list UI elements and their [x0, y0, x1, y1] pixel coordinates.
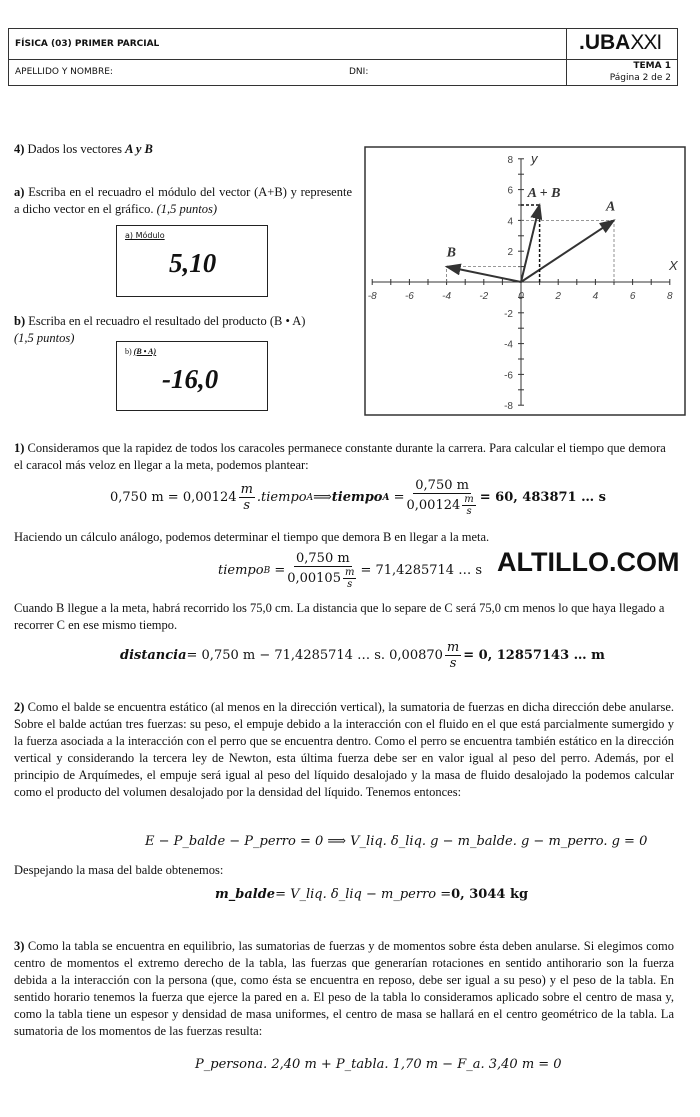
course-title: FÍSICA (03) PRIMER PARCIAL — [15, 39, 160, 49]
x-tick-label: -8 — [367, 291, 377, 302]
q4-title: 4) Dados los vectores A y B — [14, 142, 153, 156]
vector-a — [521, 220, 614, 282]
graph-frame — [365, 147, 685, 415]
modulo-answer: 5,10 — [169, 248, 217, 278]
s1-paragraph-1: 1) Consideramos que la rapidez de todos los caracoles permanece constante durante la carrera. Para calcular el tiempo que demora el caracol más veloz en llegar a la meta, podemos plantear: — [14, 441, 666, 472]
tema-label: TEMA 1 — [633, 61, 671, 71]
y-tick-label: 2 — [507, 247, 513, 259]
equation-tiempo-a: 0,750 m = 0,00124 $\frac{m}{s}$ .tiempo A ⟹ tiempo A = 0,750 m 0,00124 $\frac{m}{s}$ = 60, 483871 … s — [110, 478, 606, 517]
y-tick-label: -8 — [504, 401, 513, 413]
q4a-text: a) Escriba en el recuadro el módulo del vector (A+B) y represente a dicho vector en el gráfico. (1,5 puntos) — [14, 185, 353, 216]
answer-box-product — [116, 341, 268, 411]
y-tick-label: -4 — [504, 339, 513, 351]
y-tick-label: 4 — [507, 216, 513, 228]
box-label: b) (B • A) — [125, 347, 157, 356]
s3-paragraph-1: 3) Como la tabla se encuentra en equilibrio, las sumatorias de fuerzas y de momentos sobre ésta deben anularse. Si elegimos como centro de momentos el extremo derecho de la tabla, las fuerzas que generarían rotaciones en sentido antihorario son la fuerza debida a la interacción con la persona (que, como ésta se encuentra en reposo, debe ser igual a su peso) y el peso de la tabla. En sentido horario tenemos la fuerza que ejerce la pared en a. El peso de la tabla lo consideramos aplicado sobre el centro de masa y, como la tabla tiene un espesor y densidad de masa uniformes, el centro de masa se hallará en el centro geométrico de la tabla. La sumatoria de los momentos de las fuerzas resulta: — [14, 939, 674, 1038]
name-label: APELLIDO Y NOMBRE: — [15, 67, 113, 77]
x-tick-label: 8 — [667, 291, 673, 302]
uba-xxi-logo: .UBAXXI — [579, 31, 662, 54]
x-tick-label: 2 — [555, 291, 561, 302]
s2-paragraph-1: 2) Como el balde se encuentra estático (al menos en la dirección vertical), la sumatoria de fuerzas en dicha dirección debe anularse. Sobre el balde actúan tres fuerzas: su peso, el empuje debido a la interacción con el fluido en el que está parcialmente sumergido y la fuerza asociada a la interacción con el perro que se encuentra dentro. Como el perro se encuentra también estático en la dirección vertical y considerando la tercera ley de Newton, esta última fuerza debe ser en valor igual al peso del perro. Además, por el principio de Arquímedes, el empuje será igual al peso del líquido desalojado y la masa de fluido desalojado la podemos calcular como el producto del volumen desalojado por la densidad del líquido. Tenemos entonces: — [14, 700, 674, 799]
x-tick-label: 6 — [629, 291, 636, 302]
exam-header — [8, 28, 678, 86]
y-tick-label: -6 — [504, 370, 513, 382]
s1-paragraph-3: Cuando B llegue a la meta, habrá recorrido los 75,0 cm. La distancia que lo separe de C será 75,0 cm menos lo que haya llegado a recorrer C en ese mismo tiempo. — [14, 601, 665, 632]
equation-tiempo-b: tiempo B = 0,750 m 0,00105 $\frac{m}{s}$ = 71,4285714 … s — [218, 551, 483, 590]
product-answer: -16,0 — [162, 364, 219, 394]
y-tick-label: -2 — [504, 308, 513, 320]
y-tick-label: 6 — [507, 185, 513, 197]
equation-distancia: distancia = 0,750 m − 71,4285714 … s. 0,00870 $\frac{m}{s}$ = 0, 12857143 … m — [120, 640, 605, 671]
x-tick-label: -2 — [479, 291, 489, 302]
vector-label: A + B — [527, 186, 561, 201]
s1-paragraph-2: Haciendo un cálculo análogo, podemos determinar el tiempo que demora B en llegar a la meta. — [14, 530, 490, 544]
x-tick-label: -6 — [404, 291, 414, 302]
vector-label: A — [606, 199, 616, 215]
equation-momentos: P_persona. 2,40 m + P_tabla. 1,70 m − F_a. 3,40 m = 0 — [195, 1057, 562, 1072]
vector-label: B — [446, 245, 456, 261]
altillo-watermark: ALTILLO.COM — [497, 547, 680, 577]
x-axis-label: X — [669, 258, 678, 273]
box-label: a) Módulo — [125, 231, 165, 240]
q4b-text: b) Escriba en el recuadro el resultado del producto (B • A) (1,5 puntos) — [14, 314, 306, 345]
x-tick-label: -4 — [442, 291, 452, 302]
x-tick-label: 0 — [518, 291, 524, 302]
s2-paragraph-2: Despejando la masa del balde obtenemos: — [14, 863, 224, 877]
y-tick-label: 8 — [507, 154, 513, 166]
dni-label: DNI: — [349, 67, 369, 77]
equation-fuerzas-balde: E − P_balde − P_perro = 0 ⟹ V_liq. δ_liq. g − m_balde. g − m_perro. g = 0 — [145, 834, 648, 849]
page-number: Página 2 de 2 — [609, 73, 671, 83]
y-axis-label: y — [531, 150, 538, 166]
answer-box-modulo — [116, 225, 268, 297]
vector-graph — [364, 146, 686, 416]
equation-masa-balde: m_balde = V_liq. δ_liq − m_perro = 0, 3044 kg — [215, 887, 529, 902]
x-tick-label: 4 — [592, 291, 599, 302]
